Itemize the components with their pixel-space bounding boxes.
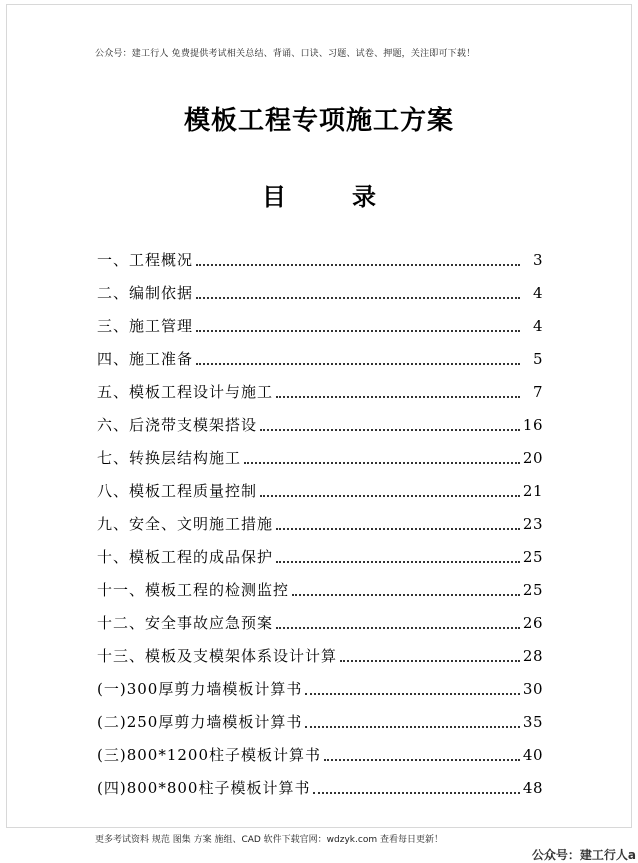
toc-entry-page: 25: [522, 581, 543, 599]
toc-entry-page: 26: [522, 614, 543, 632]
toc-entry-label: 九、安全、文明施工措施: [97, 515, 274, 533]
toc-entry-label: 四、施工准备: [97, 350, 194, 368]
toc-entry[interactable]: [97, 310, 543, 343]
document-title: 模板工程专项施工方案: [183, 106, 454, 136]
toc-entry-page: 20: [522, 449, 543, 467]
toc-entry-label: 十二、安全事故应急预案: [97, 614, 274, 632]
watermark: 公众号：建工行人a: [531, 848, 636, 862]
toc-entry-page: 5: [532, 350, 543, 368]
toc-heading-char-2: 录: [352, 182, 376, 211]
toc-heading: [262, 177, 376, 212]
toc-leader-dots: [276, 376, 520, 409]
toc-entry-label: 三、施工管理: [97, 317, 194, 335]
toc-entry-label: 六、后浇带支模架搭设: [97, 416, 258, 434]
toc-entry-page: 7: [532, 383, 543, 401]
toc-entry-label: 十三、模板及支模架体系设计计算: [97, 647, 338, 665]
toc-entry-page: 16: [522, 416, 543, 434]
toc-entry[interactable]: [97, 673, 543, 706]
toc-leader-dots: [305, 673, 520, 706]
toc-entry[interactable]: [97, 739, 543, 772]
toc-entry[interactable]: [97, 475, 543, 508]
toc-leader-dots: [260, 409, 520, 442]
toc-entry[interactable]: [97, 343, 543, 376]
toc-entry-page: 21: [522, 482, 543, 500]
toc-leader-dots: [196, 277, 520, 310]
table-of-contents: [97, 244, 543, 805]
toc-entry-label: 十一、模板工程的检测监控: [97, 581, 290, 599]
toc-entry[interactable]: [97, 772, 543, 805]
toc-entry-page: 4: [532, 284, 543, 302]
toc-entry-page: 30: [522, 680, 543, 698]
toc-leader-dots: [276, 541, 520, 574]
toc-entry-page: 40: [522, 746, 543, 764]
toc-leader-dots: [292, 574, 520, 607]
toc-entry-label: (一)300厚剪力墙模板计算书: [97, 680, 303, 698]
toc-entry-label: 十、模板工程的成品保护: [97, 548, 274, 566]
toc-entry-page: 3: [532, 251, 543, 269]
toc-leader-dots: [313, 772, 519, 805]
toc-entry-label: (二)250厚剪力墙模板计算书: [97, 713, 303, 731]
toc-entry[interactable]: [97, 508, 543, 541]
toc-entry-label: 一、工程概况: [97, 251, 194, 269]
footer-note: 更多考试资料 规范 图集 方案 施组、CAD 软件下载官网：wdzyk.com 查看每日更新！: [95, 835, 443, 845]
toc-entry[interactable]: [97, 244, 543, 277]
toc-entry[interactable]: [97, 541, 543, 574]
toc-leader-dots: [324, 739, 520, 772]
toc-entry[interactable]: [97, 706, 543, 739]
toc-entry-page: 48: [522, 779, 543, 797]
toc-entry[interactable]: [97, 640, 543, 673]
toc-entry[interactable]: [97, 574, 543, 607]
toc-entry-label: 八、模板工程质量控制: [97, 482, 258, 500]
toc-entry-page: 23: [522, 515, 543, 533]
toc-entry-label: 二、编制依据: [97, 284, 194, 302]
toc-leader-dots: [276, 508, 520, 541]
toc-entry-label: 五、模板工程设计与施工: [97, 383, 274, 401]
toc-entry-page: 35: [522, 713, 543, 731]
toc-entry-page: 4: [532, 317, 543, 335]
toc-entry-label: (四)800*800柱子模板计算书: [97, 779, 311, 797]
toc-entry[interactable]: [97, 277, 543, 310]
toc-entry-label: (三)800*1200柱子模板计算书: [97, 746, 322, 764]
toc-entry[interactable]: [97, 442, 543, 475]
toc-entry[interactable]: [97, 409, 543, 442]
header-note: 公众号：建工行人 免费提供考试相关总结、背诵、口诀、习题、试卷、押题，关注即可下载！: [95, 49, 476, 59]
toc-leader-dots: [305, 706, 520, 739]
toc-leader-dots: [340, 640, 520, 673]
toc-leader-dots: [196, 343, 520, 376]
toc-leader-dots: [260, 475, 520, 508]
toc-entry-label: 七、转换层结构施工: [97, 449, 242, 467]
toc-entry[interactable]: [97, 607, 543, 640]
toc-entry-page: 25: [522, 548, 543, 566]
toc-heading-char-1: 目: [262, 182, 286, 211]
toc-entry[interactable]: [97, 376, 543, 409]
toc-leader-dots: [196, 310, 520, 343]
toc-leader-dots: [244, 442, 520, 475]
toc-leader-dots: [276, 607, 520, 640]
toc-entry-page: 28: [522, 647, 543, 665]
toc-leader-dots: [196, 244, 520, 277]
